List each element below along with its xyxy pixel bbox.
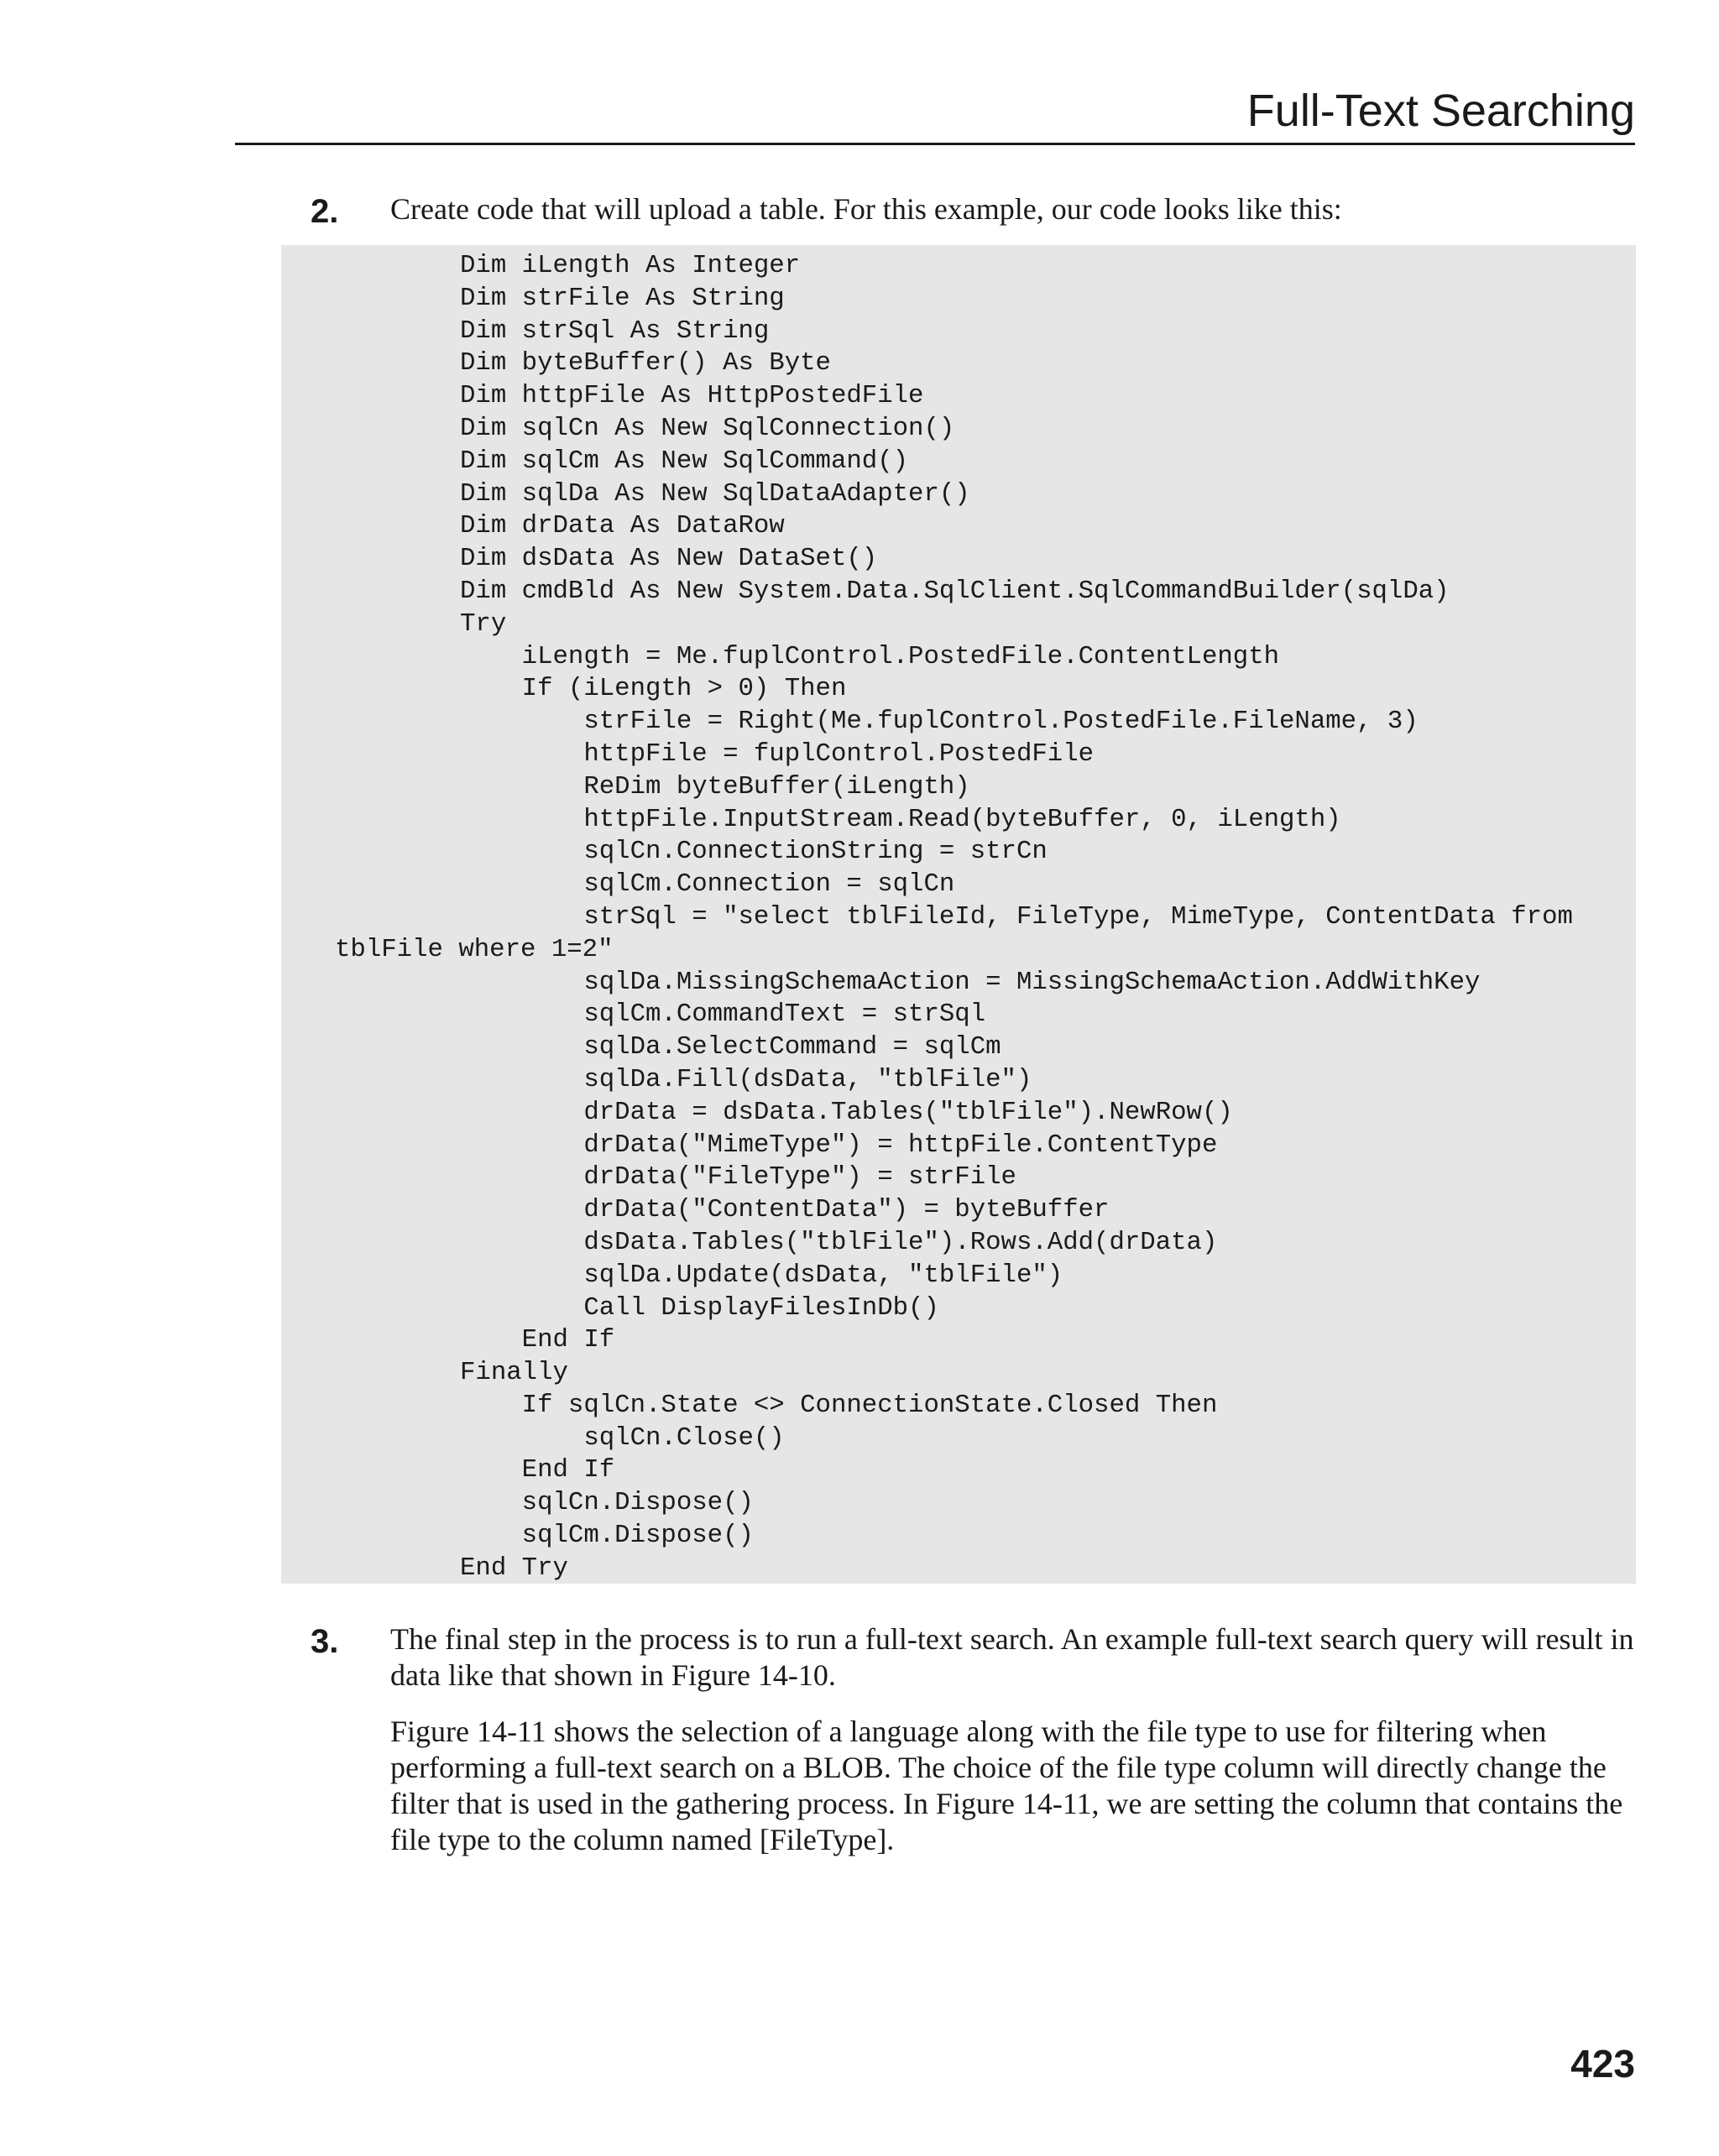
code-line: drData("FileType") = strFile bbox=[460, 1162, 1016, 1193]
code-line: sqlCm.Dispose() bbox=[460, 1521, 754, 1551]
code-listing bbox=[281, 245, 1636, 1584]
code-line: drData("ContentData") = byteBuffer bbox=[460, 1195, 1110, 1225]
code-line: ReDim byteBuffer(iLength) bbox=[460, 771, 970, 801]
code-line: Dim sqlCm As New SqlCommand() bbox=[460, 446, 909, 476]
code-line: If (iLength > 0) Then bbox=[460, 674, 847, 704]
code-line: sqlDa.Update(dsData, "tblFile") bbox=[460, 1260, 1063, 1290]
code-line: Call DisplayFilesInDb() bbox=[460, 1292, 939, 1323]
body-paragraph: Figure 14-11 shows the selection of a language along with the file type to use for filtering when performing a full-text search on a BLOB. The choice of the file type column will directly change the filter that is used in the gathering process. In Figure 14-11, we are setting the column that contains the file type to the column named [FileType]. bbox=[390, 1715, 1623, 1856]
code-line: strSql = "select tblFileId, FileType, MimeType, ContentData from bbox=[460, 901, 1573, 932]
code-line: Finally bbox=[460, 1358, 568, 1388]
code-line: Dim httpFile As HttpPostedFile bbox=[460, 381, 924, 411]
code-line: Dim strSql As String bbox=[460, 316, 770, 346]
code-line: sqlCm.CommandText = strSql bbox=[460, 1000, 986, 1030]
code-line: drData = dsData.Tables("tblFile").NewRow() bbox=[460, 1097, 1233, 1127]
code-line: sqlDa.Fill(dsData, "tblFile") bbox=[460, 1064, 1032, 1094]
code-line: End If bbox=[460, 1325, 615, 1355]
code-line: If sqlCn.State <> ConnectionState.Closed Then bbox=[460, 1390, 1218, 1420]
code-line: End Try bbox=[460, 1553, 568, 1583]
code-line: sqlCn.ConnectionString = strCn bbox=[460, 837, 1048, 867]
code-line: Dim dsData As New DataSet() bbox=[460, 544, 878, 574]
code-line: sqlCn.Close() bbox=[460, 1423, 785, 1453]
code-line: sqlCm.Connection = sqlCn bbox=[460, 869, 955, 900]
step-text: Create code that will upload a table. For this example, our code looks like this: bbox=[390, 192, 1342, 226]
code-line: Dim sqlDa As New SqlDataAdapter() bbox=[460, 478, 970, 509]
code-line: Dim strFile As String bbox=[460, 283, 785, 313]
code-line: Dim byteBuffer() As Byte bbox=[460, 348, 831, 378]
code-line: Dim cmdBld As New System.Data.SqlClient.SqlCommandBuilder(sqlDa) bbox=[460, 576, 1450, 606]
page-number: 423 bbox=[1570, 2042, 1635, 2086]
code-line: sqlDa.MissingSchemaAction = MissingSchemaAction.AddWithKey bbox=[460, 967, 1481, 997]
code-line: Try bbox=[460, 608, 507, 639]
code-line: sqlDa.SelectCommand = sqlCm bbox=[460, 1032, 1001, 1062]
code-line: tblFile where 1=2" bbox=[335, 934, 614, 964]
step-number: 2. bbox=[311, 193, 339, 230]
header-divider bbox=[235, 143, 1635, 145]
code-line: iLength = Me.fuplControl.PostedFile.ContentLength bbox=[460, 641, 1280, 671]
code-line: Dim iLength As Integer bbox=[460, 251, 801, 280]
code-line: sqlCn.Dispose() bbox=[460, 1488, 754, 1518]
code-line: dsData.Tables("tblFile").Rows.Add(drData) bbox=[460, 1227, 1218, 1257]
chapter-title: Full-Text Searching bbox=[1246, 86, 1635, 136]
step-text: The final step in the process is to run a full-text search. An example full-text search query will result in data like that shown in Figure 14-10. bbox=[390, 1622, 1634, 1692]
code-line: Dim drData As DataRow bbox=[460, 511, 785, 541]
code-line: httpFile = fuplControl.PostedFile bbox=[460, 739, 1095, 769]
code-line: drData("MimeType") = httpFile.ContentType bbox=[460, 1130, 1218, 1160]
code-line: httpFile.InputStream.Read(byteBuffer, 0, iLength) bbox=[460, 804, 1341, 834]
code-line: End If bbox=[460, 1455, 615, 1485]
code-line: Dim sqlCn As New SqlConnection() bbox=[460, 413, 955, 443]
code-line: strFile = Right(Me.fuplControl.PostedFile.FileName, 3) bbox=[460, 707, 1419, 737]
step-number: 3. bbox=[311, 1623, 339, 1660]
